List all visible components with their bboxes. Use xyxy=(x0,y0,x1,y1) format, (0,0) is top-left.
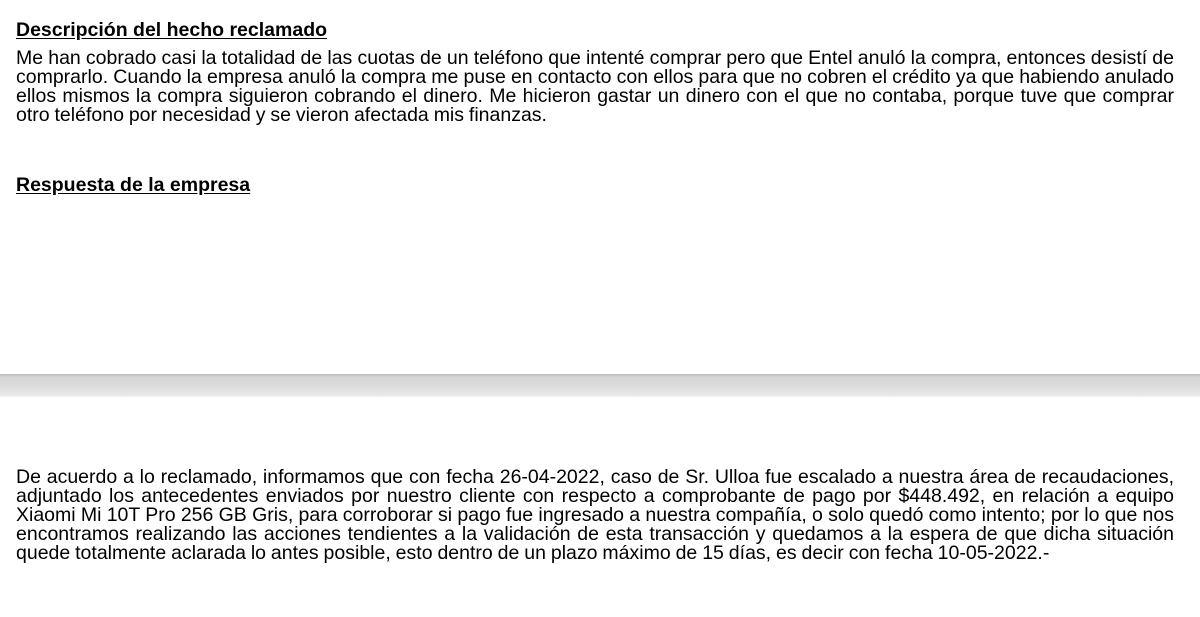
response-heading: Respuesta de la empresa xyxy=(16,174,251,196)
complaint-heading: Descripción del hecho reclamado xyxy=(16,19,328,41)
company-response-text: De acuerdo a lo reclamado, informamos que con fecha 26-04-2022, caso de Sr. Ulloa fue escalado a nuestra área de recaudaciones, adjuntado los antecedentes enviados por nuestro cliente con respecto a comprobante de pago por $448.492, en relación a equipo Xiaomi Mi 10T Pro 256 GB Gris, para corroborar si pago fue ingresado a nuestra compañía, o solo quedó como intento; por lo que nos encontramos realizando las acciones tendientes a la validación de esta transacción y quedamos a la espera de que dicha situación quede totalmente aclarada lo antes posible, esto dentro de un plazo máximo de 15 días, es decir con fecha 10-05-2022.- xyxy=(16,466,1174,564)
complaint-description: Me han cobrado casi la totalidad de las cuotas de un teléfono que intenté comprar pero que Entel anuló la compra, entonces desistí de comprarlo. Cuando la empresa anuló la compra me puse en contacto con ellos para que no cobren el crédito ya que habiendo anulado ellos mismos la compra siguieron cobrando el dinero. Me hicieron gastar un dinero con el que no contaba, porque tuve que comprar otro teléfono por necesidad y se vieron afectada mis finanzas. xyxy=(16,47,1174,126)
page-separator xyxy=(0,374,1200,397)
